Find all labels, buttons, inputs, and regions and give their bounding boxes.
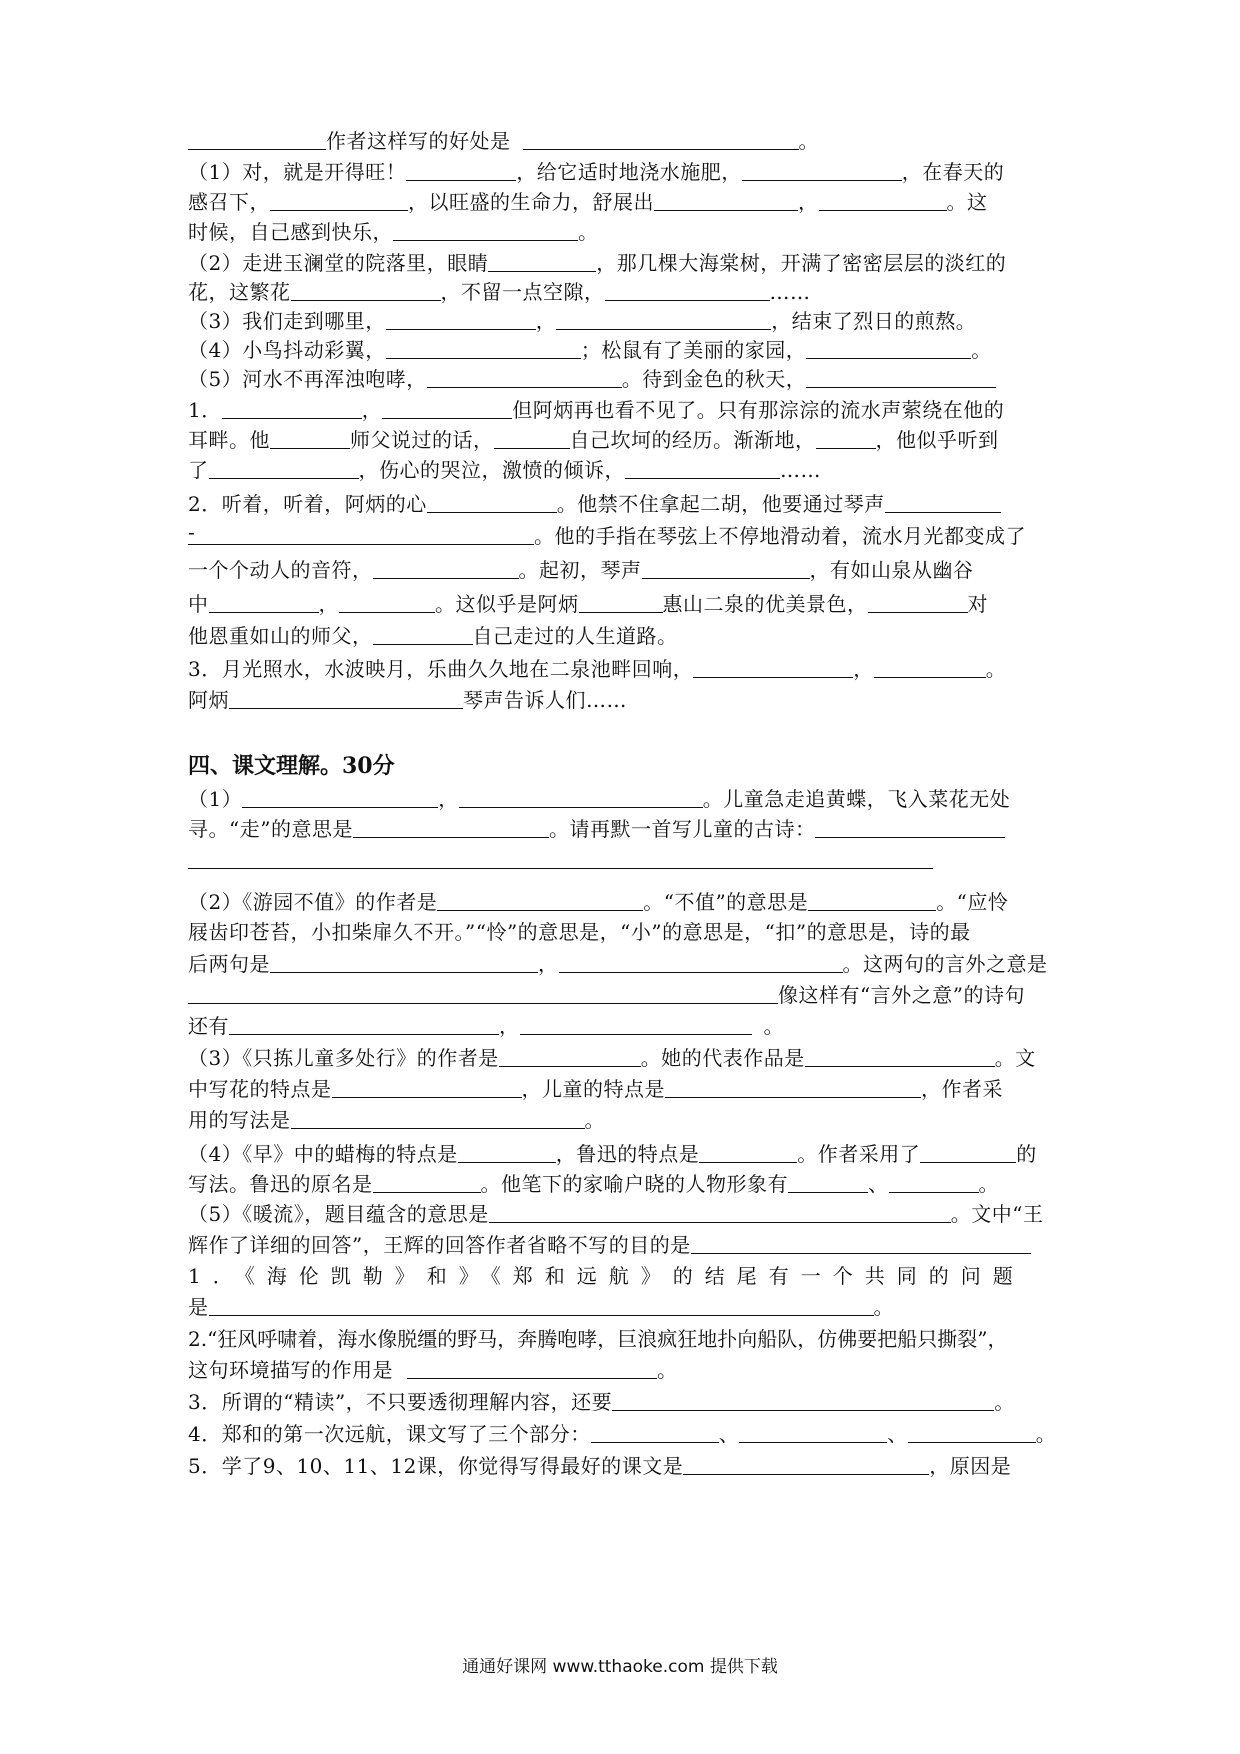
blank[interactable] (494, 426, 570, 449)
blank[interactable] (437, 888, 643, 911)
line-6: （3）我们走到哪里， ， ，结束了烈日的煎熬。 (188, 309, 977, 333)
blank[interactable] (805, 1044, 995, 1067)
blank[interactable] (739, 1420, 887, 1443)
blank[interactable] (291, 278, 441, 301)
blank[interactable] (868, 590, 968, 613)
blank[interactable] (393, 218, 578, 241)
line-m13: 写法。鲁迅的原名是 。他笔下的家喻户晓的人物形象有 、 。 (188, 1172, 999, 1196)
blank[interactable] (242, 785, 438, 808)
blank[interactable] (406, 158, 516, 181)
line-5: 花，这繁花 ，不留一点空隙， …… (188, 280, 811, 304)
blank[interactable] (382, 396, 512, 419)
line-m8: 还有 ， 。 (188, 1014, 784, 1038)
line-m1: （1） ， 。儿童急走追黄蝶，飞入菜花无处 (188, 787, 1011, 811)
line-13: - 。他的手指在琴弦上不停地滑动着，流水月光都变成了 (188, 520, 1026, 548)
line-18: 阿炳 琴声告诉人们…… (188, 688, 627, 712)
line-m9: （3）《只拣儿童多处行》的作者是 。她的代表作品是 。文 (188, 1046, 1036, 1070)
blank[interactable] (427, 365, 622, 388)
blank[interactable] (229, 1012, 499, 1035)
blank[interactable] (654, 188, 798, 211)
blank[interactable] (693, 655, 853, 678)
line-m17: 是 。 (188, 1295, 894, 1319)
blank[interactable] (222, 396, 362, 419)
section-4-heading: 四、课文理解。30分 (188, 753, 395, 779)
line-7: （4）小鸟抖动彩翼， ；松鼠有了美丽的家园， 。 (188, 338, 992, 362)
blank[interactable] (209, 590, 319, 613)
blank[interactable] (523, 127, 799, 150)
blank[interactable] (332, 1075, 522, 1098)
blank[interactable] (427, 490, 557, 513)
line-m15: 辉作了详细的回答”，王辉的回答作者省略不写的目的是 (188, 1231, 1031, 1259)
blank[interactable] (353, 815, 549, 838)
line-9: 1． ， 但阿炳再也看不见了。只有那淙淙的流水声萦绕在他的 (188, 398, 1005, 422)
blank[interactable] (591, 1420, 719, 1443)
blank[interactable] (579, 590, 663, 613)
blank[interactable] (373, 1170, 481, 1193)
blank[interactable] (625, 456, 780, 479)
blank[interactable] (816, 426, 876, 449)
blank[interactable] (270, 950, 538, 973)
line-m4: （2）《游园不值》的作者是 。“不值”的意思是 。“应怜 (188, 890, 1009, 914)
blank[interactable] (270, 188, 408, 211)
blank[interactable] (188, 127, 326, 150)
blank[interactable] (520, 1012, 752, 1035)
line-m5: 屐齿印苍苔，小扣柴扉久不开。”“怜”的意思是，“小”的意思是，“扣”的意思是，诗的最 (188, 920, 971, 944)
line-m22: 5．学了9、10、11、12课，你觉得写得最好的课文是 ，原因是 (188, 1454, 1012, 1478)
blank[interactable] (683, 1452, 929, 1475)
blank[interactable] (874, 655, 986, 678)
blank[interactable] (386, 307, 536, 330)
blank[interactable] (229, 686, 463, 709)
blank[interactable] (742, 158, 902, 181)
blank[interactable] (808, 888, 936, 911)
blank[interactable] (270, 426, 350, 449)
line-m6: 后两句是 ， 。这两句的言外之意是 (188, 952, 1048, 976)
line-m21: 4．郑和的第一次远航，课文写了三个部分： 、 、 。 (188, 1422, 1057, 1446)
blank[interactable] (819, 188, 947, 211)
line-16: 他恩重如山的师父， 自己走过的人生道路。 (188, 624, 678, 648)
line-3: 时候，自己感到快乐， 。 (188, 220, 599, 244)
blank[interactable] (489, 1200, 951, 1223)
blank[interactable] (209, 456, 359, 479)
line-15: 中 ， 。这似乎是阿炳 惠山二泉的优美景色， 对 (188, 592, 988, 616)
line-m11: 用的写法是 。 (188, 1108, 605, 1132)
line-m20: 3．所谓的“精读”，不只要透彻理解内容，还要 。 (188, 1390, 1015, 1414)
line-m10: 中写花的特点是 ，儿童的特点是 ，作者采 (188, 1077, 1003, 1101)
line-14: 一个个动人的音符， 。起初，琴声 ，有如山泉从幽谷 (188, 558, 974, 582)
blank[interactable] (373, 622, 473, 645)
line-2: 感召下， ，以旺盛的生命力，舒展出 ， 。这 (188, 190, 988, 214)
line-m16: 1．《海伦凯勒》和》《郑和远航》的结尾有一个共同的问题 (188, 1264, 1025, 1288)
blank[interactable] (642, 556, 810, 579)
line-12: 2．听着，听着，阿炳的心 。他禁不住拿起二胡，他要通过琴声 (188, 490, 1001, 518)
blank[interactable] (291, 1106, 585, 1129)
blank[interactable] (188, 981, 778, 1004)
line-m2: 寻。“走”的意思是 。请再默一首写儿童的古诗： (188, 815, 1005, 843)
blank[interactable] (458, 1140, 556, 1163)
answer-line[interactable] (188, 868, 933, 869)
line-8: （5）河水不再浑浊咆哮， 。待到金色的秋天， (188, 365, 996, 393)
blank[interactable] (815, 815, 1005, 838)
blank[interactable] (699, 1140, 797, 1163)
blank[interactable] (556, 307, 771, 330)
blank[interactable] (920, 1140, 1016, 1163)
blank[interactable] (908, 1420, 1036, 1443)
blank[interactable] (665, 1075, 921, 1098)
blank[interactable] (605, 278, 770, 301)
blank[interactable] (386, 336, 581, 359)
line-m19: 这句环境描写的作用是 。 (188, 1358, 678, 1382)
line-intro: 作者这样写的好处是 。 (188, 127, 819, 155)
blank[interactable] (373, 556, 519, 579)
line-10: 耳畔。他 师父说过的话， 自己坎坷的经历。渐渐地， ，他似乎听到 (188, 428, 999, 452)
blank[interactable] (806, 336, 971, 359)
blank[interactable] (691, 1231, 1031, 1254)
blank[interactable] (209, 1293, 874, 1316)
blank[interactable]: - (188, 522, 534, 545)
blank[interactable] (559, 950, 843, 973)
line-m12: （4）《早》中的蜡梅的特点是 ，鲁迅的特点是 。作者采用了 的 (188, 1142, 1037, 1166)
line-4: （2）走进玉澜堂的院落里，眼睛 ，那几棵大海棠树，开满了密密层层的淡红的 (188, 251, 1007, 275)
line-1: （1）对，就是开得旺！ ，给它适时地浇水施肥， ，在春天的 (188, 160, 1005, 184)
blank[interactable] (407, 1356, 657, 1379)
page-footer: 通通好课网 www.tthaoke.com 提供下载 (462, 1657, 778, 1677)
line-m14: （5）《暖流》，题目蕴含的意思是 。文中“王 (188, 1202, 1044, 1226)
line-17: 3．月光照水，水波映月，乐曲久久地在二泉池畔回响， ， 。 (188, 657, 1007, 681)
line-m7: 像这样有“言外之意”的诗句 (188, 981, 1025, 1009)
blank[interactable] (885, 490, 1001, 513)
blank[interactable] (806, 365, 996, 388)
blank[interactable] (488, 249, 596, 272)
blank[interactable] (499, 1044, 641, 1067)
blank[interactable] (339, 590, 435, 613)
blank[interactable] (889, 1170, 979, 1193)
blank[interactable] (788, 1170, 868, 1193)
blank[interactable] (612, 1388, 994, 1411)
blank[interactable] (459, 785, 703, 808)
line-m18: 2.“狂风呼啸着，海水像脱缰的野马，奔腾咆哮，巨浪疯狂地扑向船队，仿佛要把船只撕裂”， (188, 1327, 1008, 1351)
line-11: 了 ，伤心的哭泣，激愤的倾诉， …… (188, 458, 821, 482)
